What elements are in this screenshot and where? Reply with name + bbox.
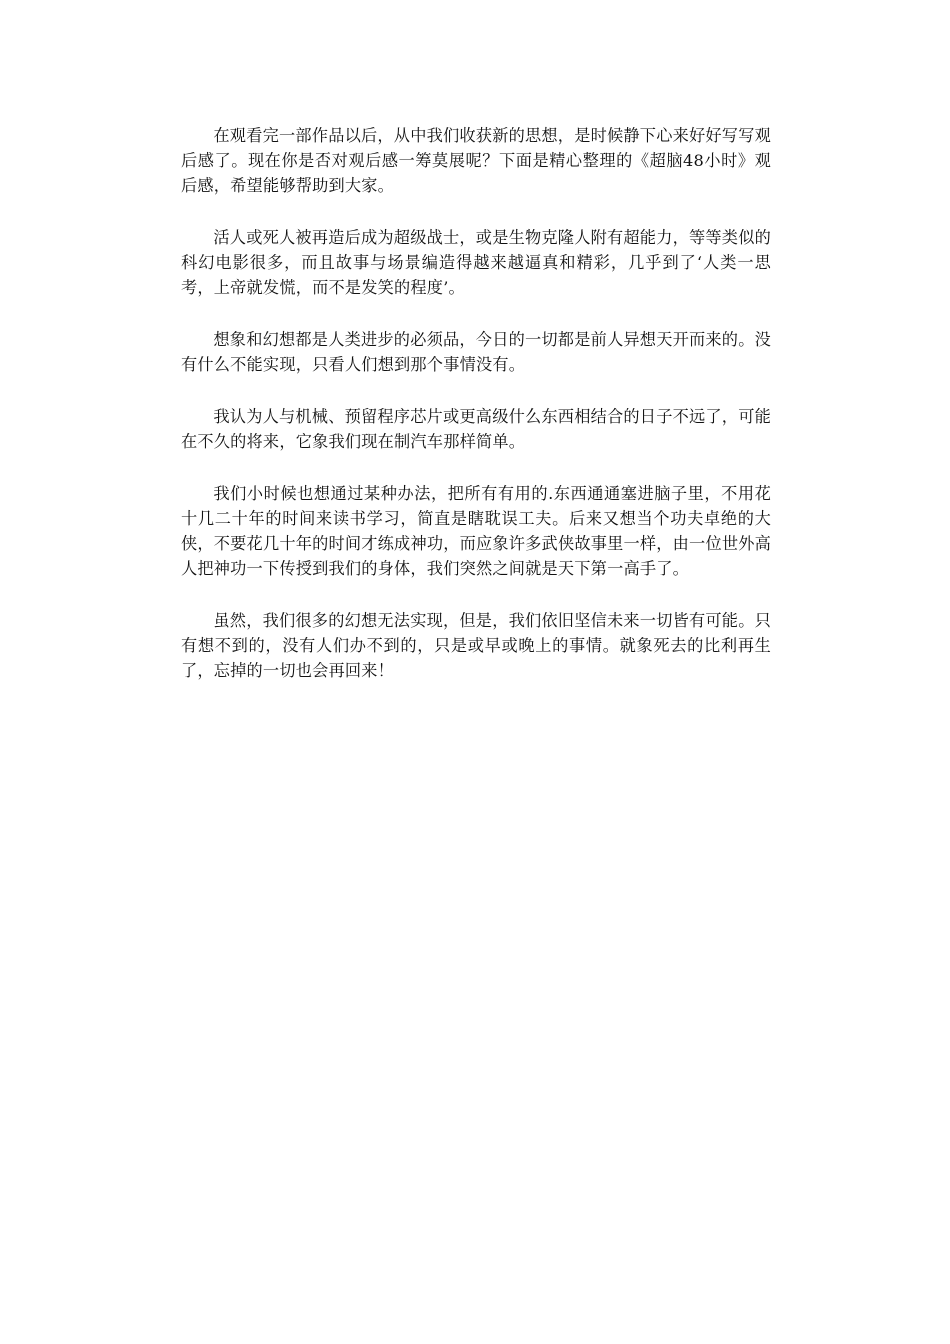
paragraph-childhood: 我们小时候也想通过某种办法，把所有有用的.东西通通塞进脑子里，不用花十几二十年的时间来读书学习，简直是瞎耽误工夫。后来又想当个功夫卓绝的大侠，不要花几十年的时间才练成神功，而应象许多武侠故事里一样，由一位世外高人把神功一下传授到我们的身体，我们突然之间就是天下第一高手了。 <box>181 484 771 578</box>
paragraph-conclusion: 虽然，我们很多的幻想无法实现，但是，我们依旧坚信未来一切皆有可能。只有想不到的，没有人们办不到的，只是或早或晚上的事情。就象死去的比利再生了，忘掉的一切也会再回来！ <box>181 611 771 680</box>
paragraph-machine: 我认为人与机械、预留程序芯片或更高级什么东西相结合的日子不远了，可能在不久的将来，它象我们现在制汽车那样简单。 <box>181 407 771 451</box>
paragraph-imagination: 想象和幻想都是人类进步的必须品，今日的一切都是前人异想天开而来的。没有什么不能实现，只看人们想到那个事情没有。 <box>181 330 771 374</box>
paragraph-superhuman: 活人或死人被再造后成为超级战士，或是生物克隆人附有超能力，等等类似的科幻电影很多，而且故事与场景编造得越来越逼真和精彩，几乎到了‘人类一思考，上帝就发慌，而不是发笑的程度’。 <box>181 228 771 297</box>
paragraph-intro: 在观看完一部作品以后，从中我们收获新的思想，是时候静下心来好好写写观后感了。现在你是否对观后感一筹莫展呢？下面是精心整理的《超脑48小时》观后感，希望能够帮助到大家。 <box>181 126 771 195</box>
document-body <box>181 123 771 710</box>
